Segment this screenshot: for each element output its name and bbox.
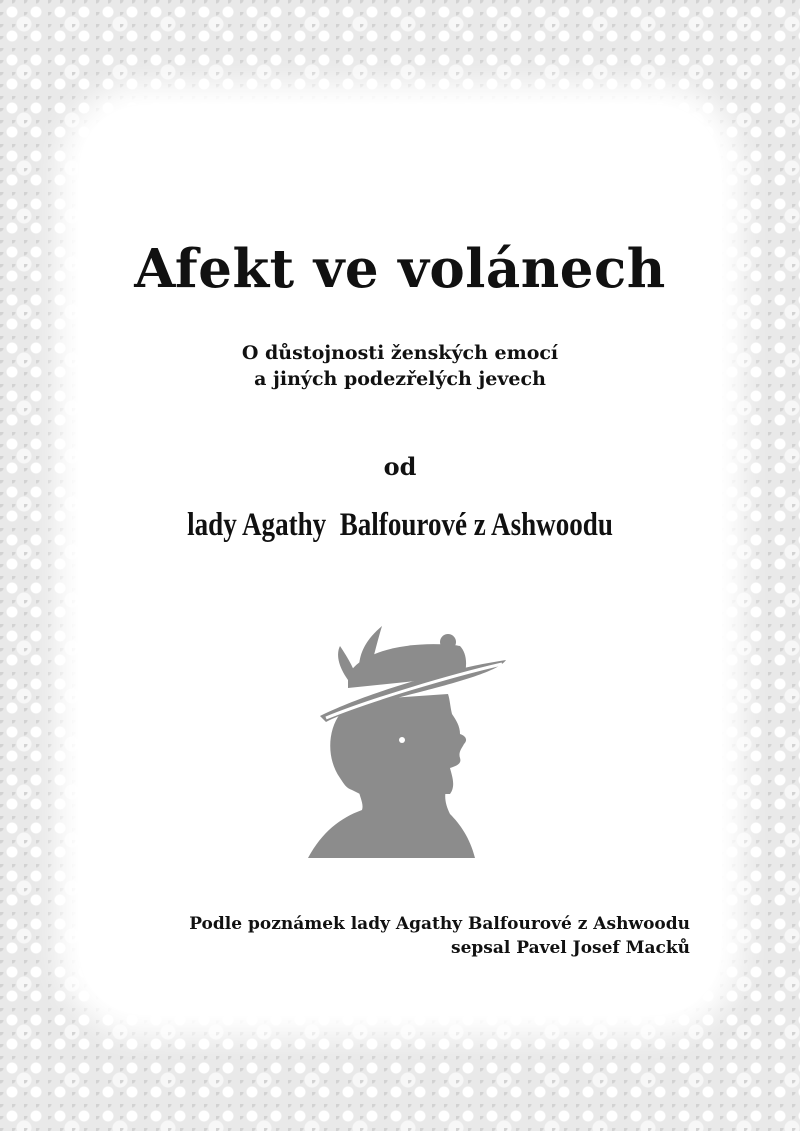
author-name: lady Agathy Balfourové z Ashwoodu	[187, 507, 613, 543]
subtitle-line-2: a jiných podezřelých jevech	[254, 368, 546, 390]
credits-line-2: sepsal Pavel Josef Macků	[451, 938, 690, 958]
by-label: od	[383, 452, 417, 481]
book-title: Afekt ve volánech	[134, 238, 666, 300]
book-subtitle	[0, 340, 800, 392]
lady-silhouette-icon	[300, 618, 510, 858]
credits	[189, 912, 690, 960]
subtitle-line-1: O důstojnosti ženských emocí	[241, 342, 559, 364]
credits-line-1: Podle poznámek lady Agathy Balfourové z Ashwoodu	[189, 914, 690, 934]
